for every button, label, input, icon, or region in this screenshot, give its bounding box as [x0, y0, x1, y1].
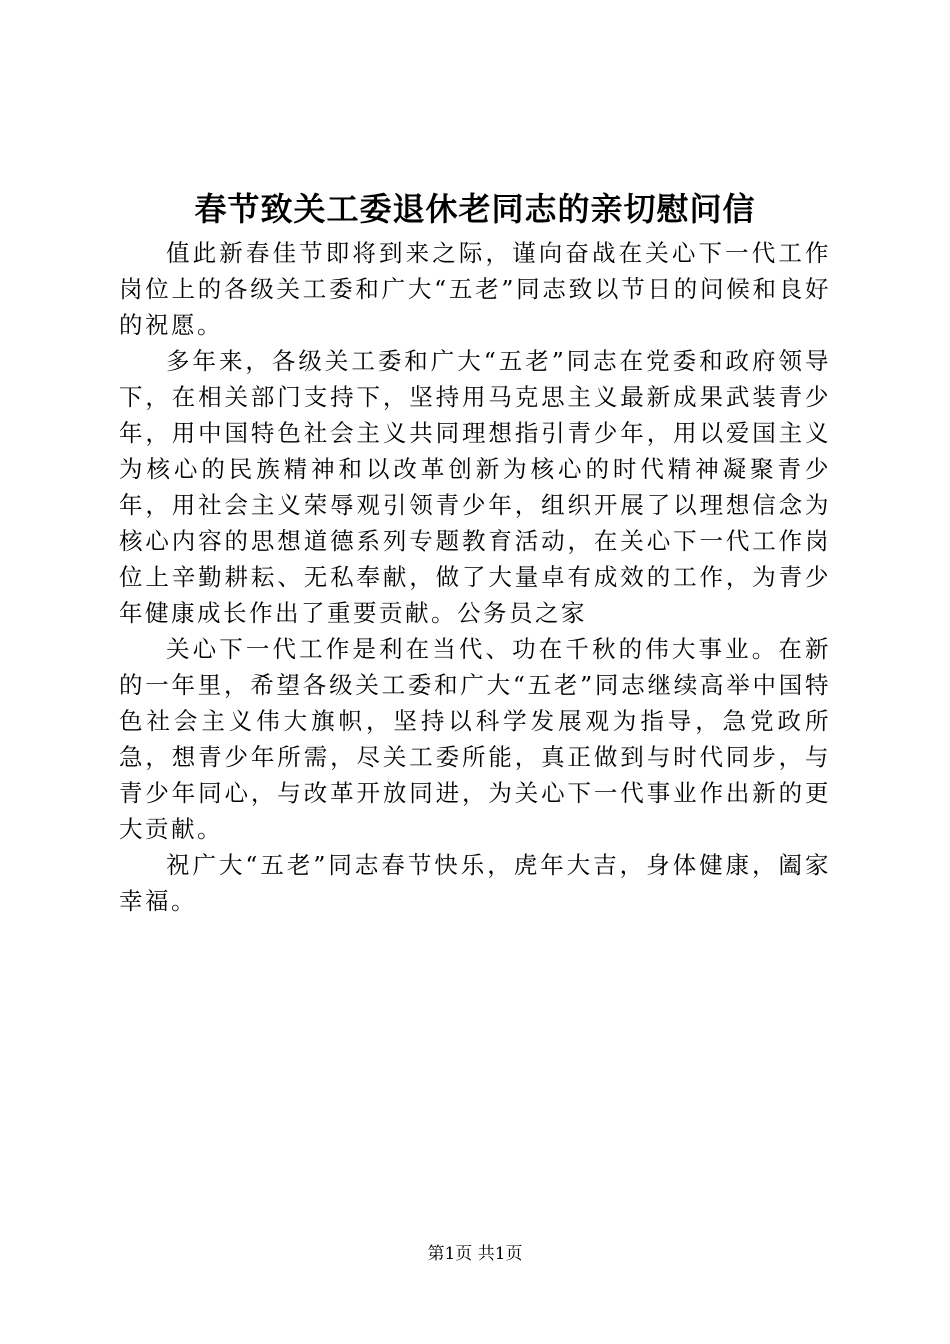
document-title: 春节致关工委退休老同志的亲切慰问信	[194, 190, 756, 228]
paragraph-greeting: 值此新春佳节即将到来之际，谨向奋战在关心下一代工作岗位上的各级关工委和广大“五老”同志致以节日的问候和良好的祝愿。	[119, 239, 831, 339]
paragraph-achievements: 多年来，各级关工委和广大“五老”同志在党委和政府领导下，在相关部门支持下，坚持用马克思主义最新成果武装青少年，用中国特色社会主义共同理想指引青少年，用以爱国主义为核心的民族精神和以改革创新为核心的时代精神凝聚青少年，用社会主义荣辱观引领青少年，组织开展了以理想信念为核心内容的思想道德系列专题教育活动，在关心下一代工作岗位上辛勤耕耘、无私奉献，做了大量卓有成效的工作，为青少年健康成长作出了重要贡献。公务员之家	[119, 347, 831, 627]
paragraph-wishes: 祝广大“五老”同志春节快乐，虎年大吉，身体健康，阖家幸福。	[119, 851, 831, 915]
document-body	[119, 235, 831, 919]
paragraph-expectations: 关心下一代工作是利在当代、功在千秋的伟大事业。在新的一年里，希望各级关工委和广大“五老”同志继续高举中国特色社会主义伟大旗帜，坚持以科学发展观为指导，急党政所急，想青少年所需，尽关工委所能，真正做到与时代同步，与青少年同心，与改革开放同进，为关心下一代事业作出新的更大贡献。	[119, 635, 831, 843]
page-number-footer: 第1页 共1页	[427, 1244, 523, 1264]
